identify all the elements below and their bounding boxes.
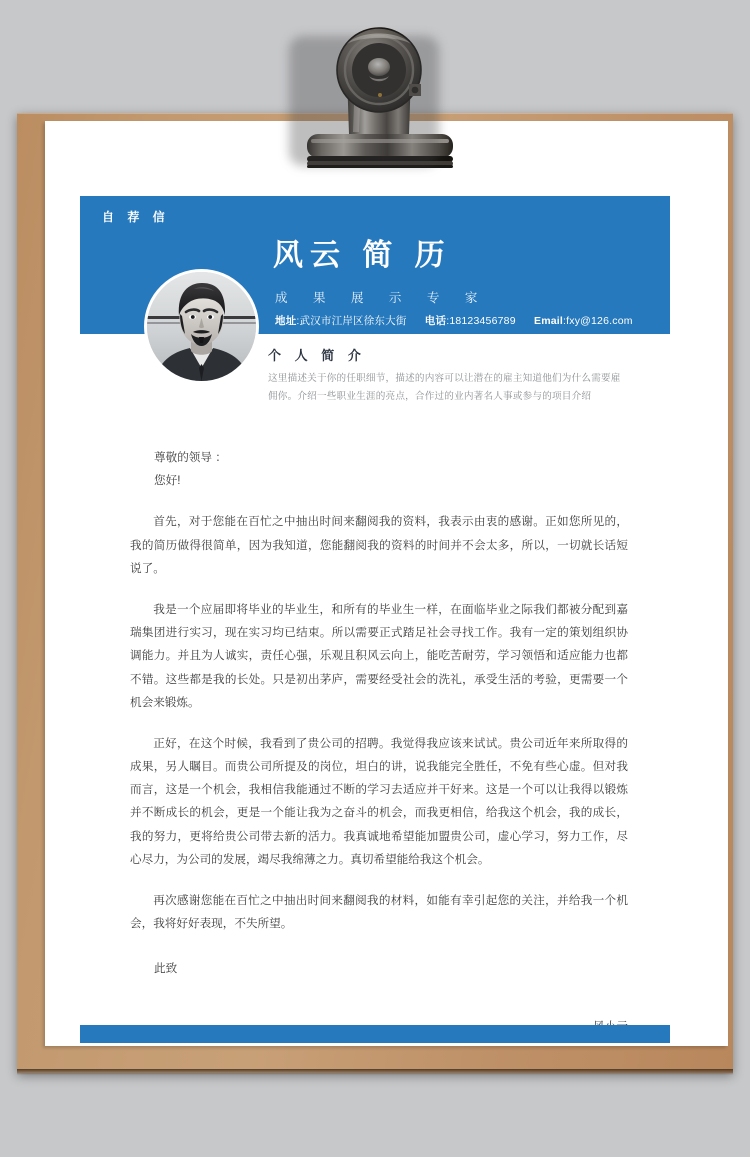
letter-greeting: 您好! <box>154 474 181 488</box>
page-title: 风云 简 历 <box>273 239 452 272</box>
address-value: 武汉市江岸区徐东大街 <box>299 315 407 327</box>
letter-paragraph: 再次感谢您能在百忙之中抽出时间来翻阅我的材料，如能有幸引起您的关注，并给我一个机会，我将好好表现，不失所望。 <box>130 894 628 931</box>
page-subtitle: 成 果 展 示 专 家 <box>275 291 489 305</box>
address-label: 地址 <box>275 315 297 327</box>
clip-drop-shadow <box>289 36 439 166</box>
avatar-photo-icon <box>147 272 256 381</box>
letter-salutation: 尊敬的领导 ： <box>154 451 227 464</box>
letter-paragraph: 我是一个应届即将毕业的毕业生，和所有的毕业生一样，在面临毕业之际我们都被分配到嘉瑞集团进行实习，现在实习均已结束。所以需要正式踏足社会寻找工作。我有一定的策划组织协调能力。并且为人诚实，责任心强，乐观且积风云向上，能吃苦耐劳，学习领悟和适应能力也都不错。这些都是我的长处。只是初出茅庐，需要经受社会的洗礼，承受生活的考验，更需要一个机会来锻炼。 <box>130 602 628 709</box>
address-separator: : <box>296 315 300 327</box>
letter-closing: 此致 <box>154 962 178 976</box>
letter-paragraph: 正好，在这个时候，我看到了贵公司的招聘。我觉得我应该来试试。贵公司近年来所取得的成果，另人瞩目。而贵公司所提及的岗位，坦白的讲，说我能完全胜任，不免有些心虚。但对我而言，这是一个机会，我相信我能通过不断的学习去适应并干好来。这是一个可以让我得以锻炼并不断成长的机会，更是一个能让我为之奋斗的机会，而我更相信，给我这个机会，我的成长，我的努力，更将给贵公司带去新的活力。我真诚地希望能加盟贵公司，虚心学习，努力工作，尽心尽力，为公司的发展，竭尽我绵薄之力。真切希望能给我这个机会。 <box>130 736 628 866</box>
footer-accent-bar <box>80 1025 670 1043</box>
phone-separator: : <box>446 315 450 327</box>
cover-letter-body <box>130 446 628 1038</box>
resume-paper <box>45 121 728 1046</box>
avatar <box>147 272 256 381</box>
letter-paragraph: 首先，对于您能在百忙之中抽出时间来翻阅我的资料，我表示由衷的感谢。正如您所见的，我的简历做得很简单，因为我知道，您能翻阅我的资料的时间并不会太多，所以，一切就长话短说了。 <box>130 515 628 575</box>
contact-line <box>275 313 633 328</box>
email-value: fxy@126.com <box>566 315 633 327</box>
phone-value: 18123456789 <box>449 315 516 327</box>
phone-label: 电话 <box>424 315 447 327</box>
clipboard-shadow <box>17 1069 733 1075</box>
self-recommendation-badge: 自 荐 信 <box>102 210 170 224</box>
bulldog-clip <box>287 22 471 174</box>
intro-body-text: 这里描述关于你的任职细节，描述的内容可以让潜在的雇主知道他们为什么需要雇佣你。介绍一些职业生涯的亮点，合作过的业内著名人事或参与的项目介绍 <box>268 373 621 402</box>
email-label: Email <box>534 315 564 327</box>
email-separator: : <box>563 315 567 327</box>
intro-heading: 个 人 简 介 <box>268 348 366 363</box>
